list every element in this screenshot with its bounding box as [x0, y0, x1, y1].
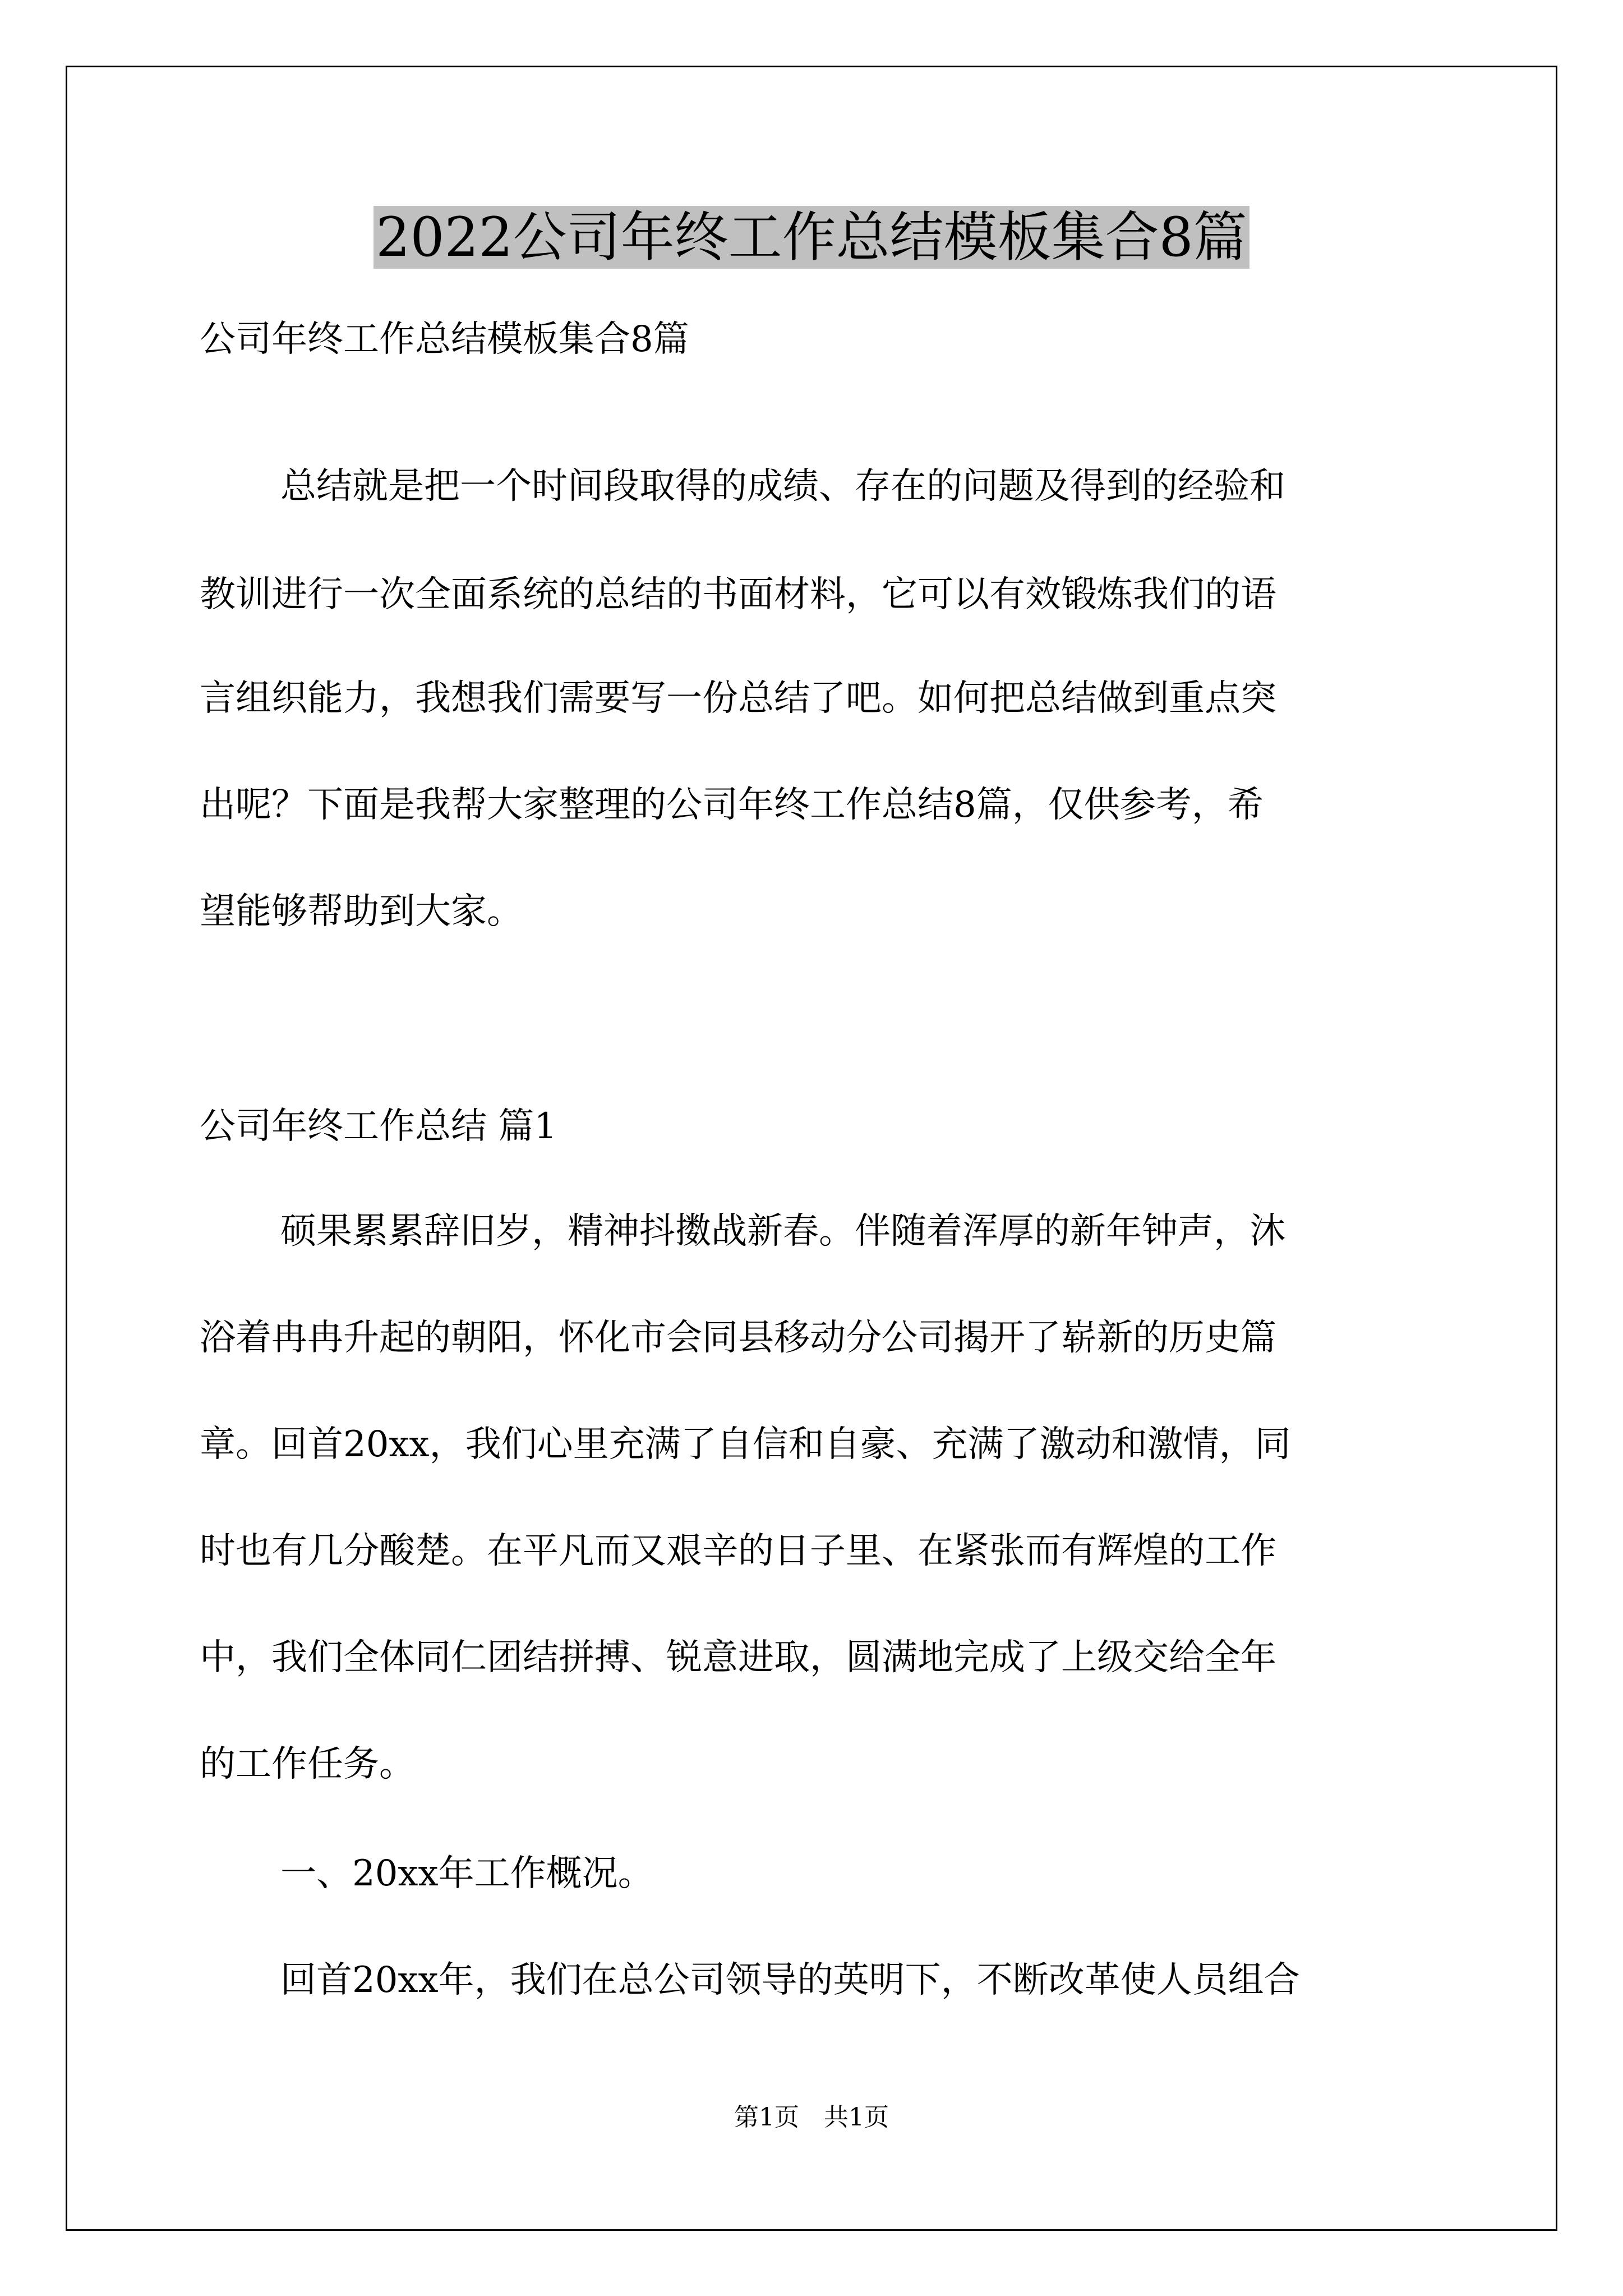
- section-line-3: 章。回首20xx，我们心里充满了自信和自豪、充满了激动和激情，同: [200, 1424, 1291, 1465]
- intro-line-1: 总结就是把一个时间段取得的成绩、存在的问题及得到的经验和: [280, 466, 1285, 507]
- subheading: 一、20xx年工作概况。: [280, 1853, 654, 1894]
- document-title: [0, 201, 1623, 274]
- title-text: 2022公司年终工作总结模板集合8篇: [374, 206, 1249, 269]
- body-line-last: 回首20xx年，我们在总公司领导的英明下，不断改革使人员组合: [280, 1959, 1300, 2001]
- section-heading: 公司年终工作总结 篇1: [200, 1106, 557, 1147]
- section-line-2: 浴着冉冉升起的朝阳，怀化市会同县移动分公司揭开了崭新的历史篇: [200, 1317, 1276, 1359]
- intro-line-4: 出呢？下面是我帮大家整理的公司年终工作总结8篇，仅供参考，希: [200, 784, 1264, 826]
- section-line-6: 的工作任务。: [200, 1743, 415, 1785]
- section-line-1: 硕果累累辞旧岁，精神抖擞战新春。伴随着浑厚的新年钟声，沐: [280, 1211, 1285, 1252]
- page-footer: 第1页 共1页: [734, 2103, 889, 2132]
- intro-line-5: 望能够帮助到大家。: [200, 891, 523, 932]
- section-line-4: 时也有几分酸楚。在平凡而又艰辛的日子里、在紧张而有辉煌的工作: [200, 1530, 1276, 1572]
- intro-line-2: 教训进行一次全面系统的总结的书面材料，它可以有效锻炼我们的语: [200, 574, 1276, 615]
- subtitle: 公司年终工作总结模板集合8篇: [200, 319, 689, 360]
- section-line-5: 中，我们全体同仁团结拼搏、锐意进取，圆满地完成了上级交给全年: [200, 1637, 1276, 1678]
- intro-line-3: 言组织能力，我想我们需要写一份总结了吧。如何把总结做到重点突: [200, 678, 1276, 719]
